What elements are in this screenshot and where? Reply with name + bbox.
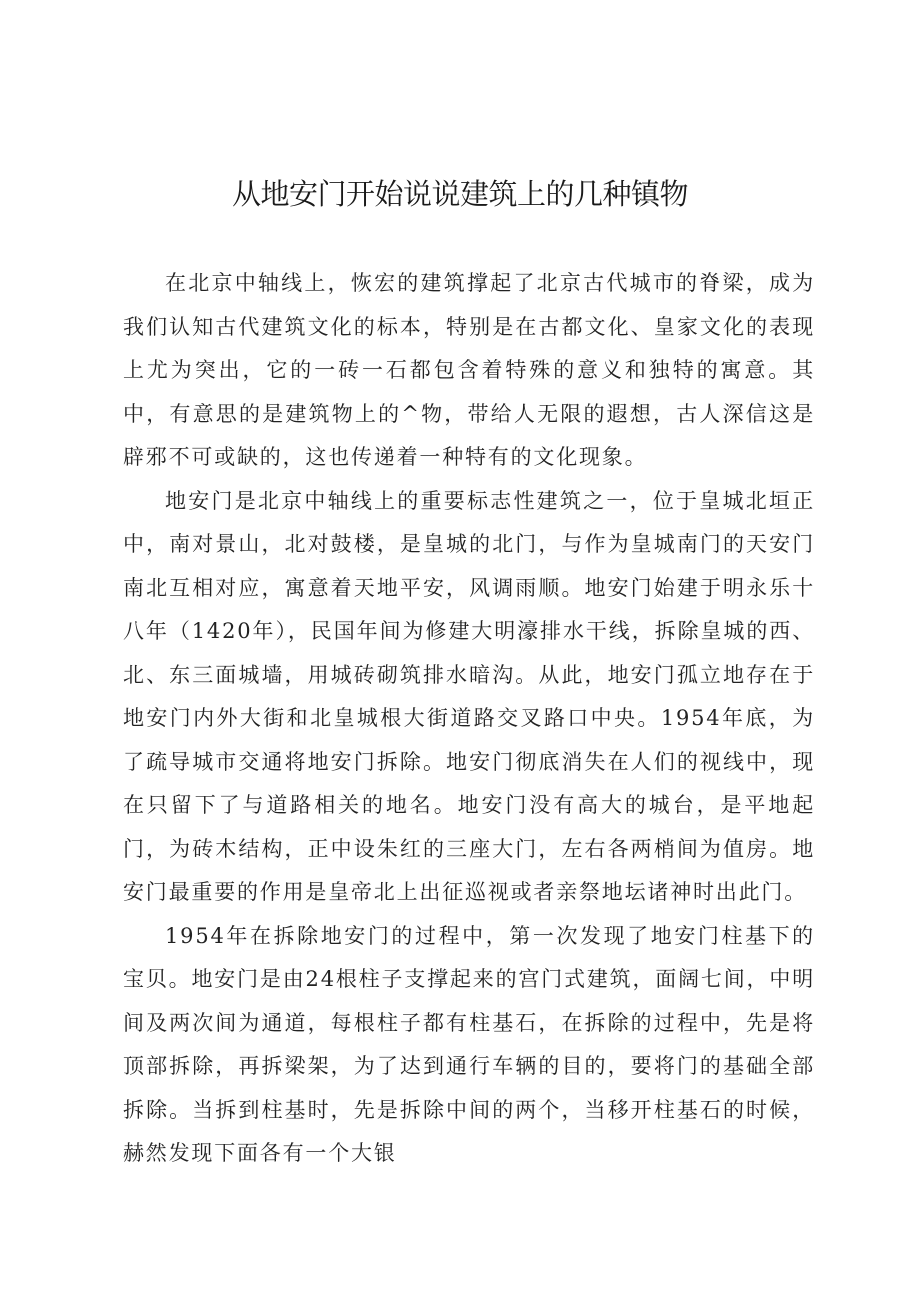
document-body — [123, 262, 815, 1176]
paragraph-dianmen-history: 地安门是北京中轴线上的重要标志性建筑之一，位于皇城北垣正中，南对景山，北对鼓楼，是皇城的北门，与作为皇城南门的天安门南北互相对应，寓意着天地平安，风调雨顺。地安门始建于明永乐十八年（1420年），民国年间为修建大明濠排水干线，拆除皇城的西、北、东三面城墙，用城砖砌筑排水暗沟。从此，地安门孤立地存在于地安门内外大街和北皇城根大街道路交叉路口中央。1954年底，为了疏导城市交通将地安门拆除。地安门彻底消失在人们的视线中，现在只留下了与道路相关的地名。地安门没有高大的城台，是平地起门，为砖木结构，正中设朱红的三座大门，左右各两梢间为值房。地安门最重要的作用是皇帝北上出征巡视或者亲祭地坛诸神时出此门。 — [123, 488, 815, 904]
paragraph-demolition-1954: 1954年在拆除地安门的过程中，第一次发现了地安门柱基下的宝贝。地安门是由24根柱子支撑起来的宫门式建筑，面阔七间，中明间及两次间为通道，每根柱子都有柱基石，在拆除的过程中，先是将顶部拆除，再拆梁架，为了达到通行车辆的目的，要将门的基础全部拆除。当拆到柱基时，先是拆除中间的两个，当移开柱基石的时候，赫然发现下面各有一个大银 — [123, 923, 815, 1165]
document-title: 从地安门开始说说建筑上的几种镇物 — [231, 177, 688, 211]
paragraph-intro: 在北京中轴线上，恢宏的建筑撑起了北京古代城市的脊梁，成为我们认知古代建筑文化的标本，特别是在古都文化、皇家文化的表现上尤为突出，它的一砖一石都包含着特殊的意义和独特的寓意。其中，有意思的是建筑物上的^物，带给人无限的遐想，古人深信这是辟邪不可或缺的，这也传递着一种特有的文化现象。 — [123, 271, 815, 469]
